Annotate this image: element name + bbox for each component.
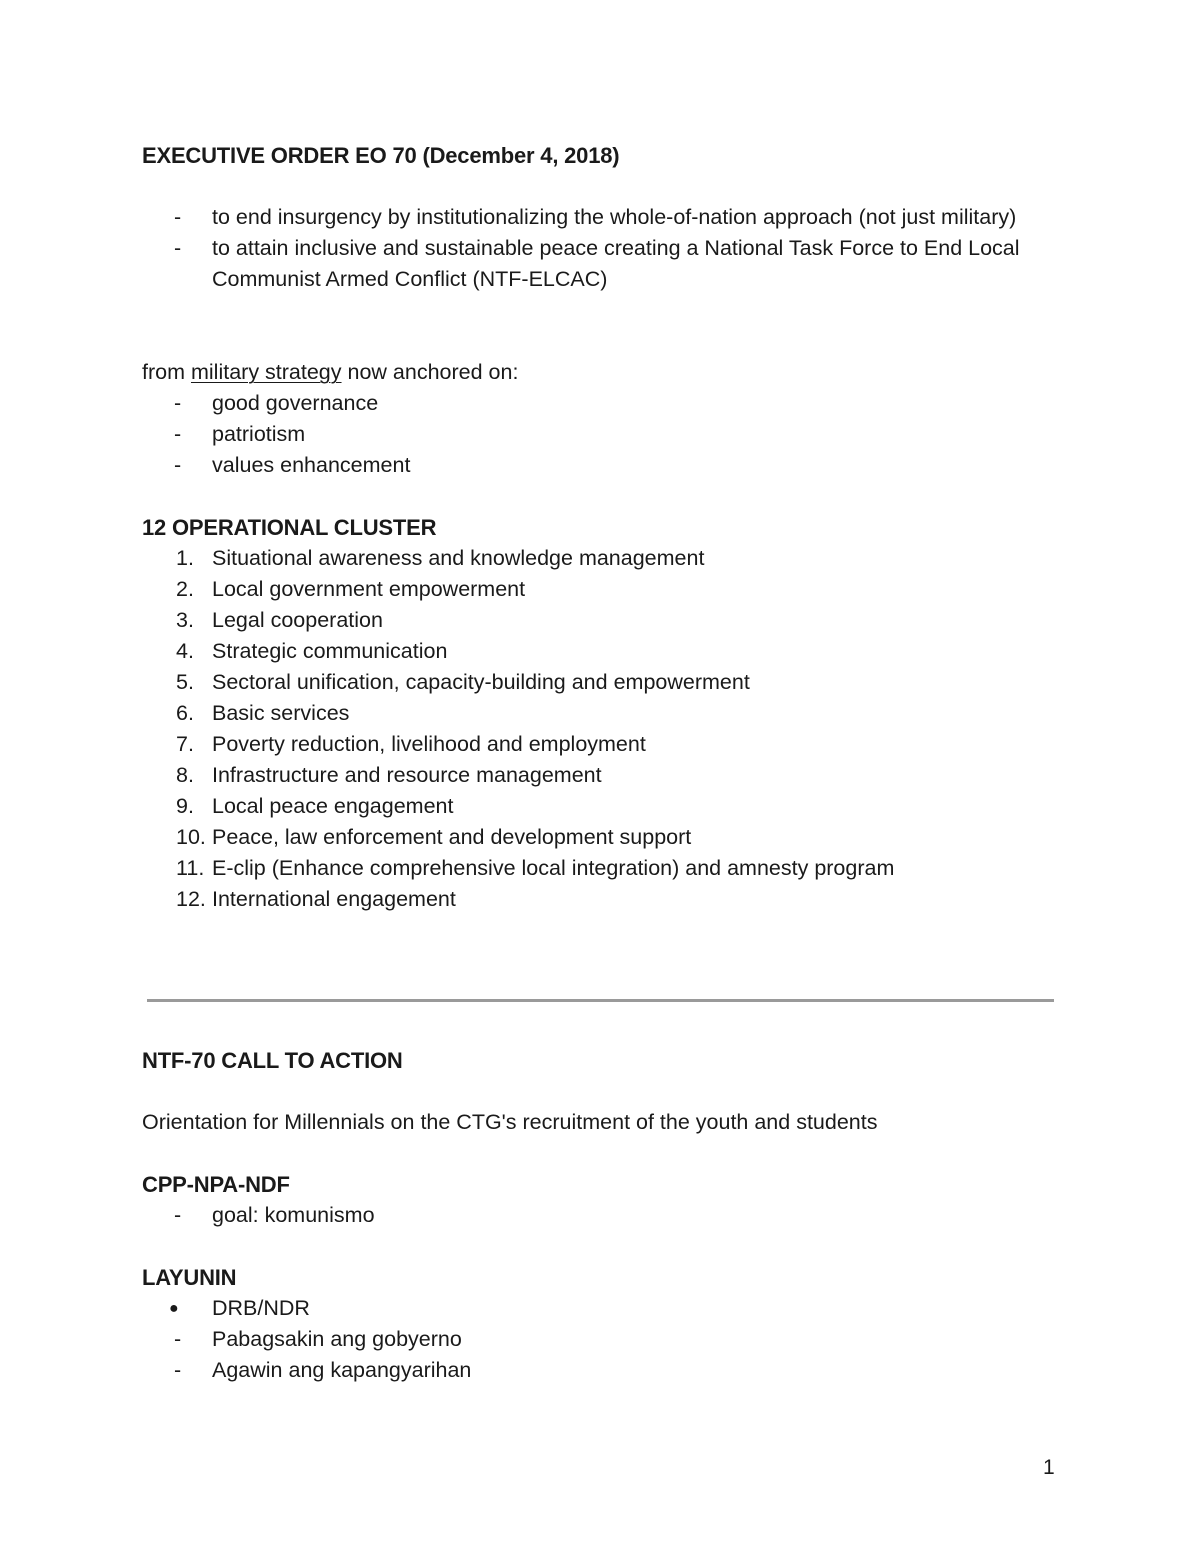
dash-marker: - [174, 236, 182, 260]
list-item-text: values enhancement [212, 453, 411, 477]
list-item-text: International engagement [212, 887, 456, 911]
list-number: 6. [176, 701, 194, 725]
list-item-text: Basic services [212, 701, 350, 725]
page-number: 1 [1043, 1456, 1055, 1479]
list-item-text: to end insurgency by institutionalizing the whole-of-nation approach (not just military) [212, 205, 1017, 229]
operational-cluster-list [142, 543, 1062, 915]
content-bottom [142, 1045, 1062, 1386]
list-number: 8. [176, 763, 194, 787]
list-item-text: Sectoral unification, capacity-building and empowerment [212, 670, 750, 694]
layunin-dash-list [142, 1324, 1062, 1386]
list-item-text: patriotism [212, 422, 306, 446]
bullet-marker: ● [169, 1300, 179, 1317]
section-title-layunin: LAYUNIN [142, 1265, 237, 1290]
list-item-text: DRB/NDR [212, 1296, 310, 1320]
list-number: 5. [176, 670, 194, 694]
list-number: 1. [176, 546, 194, 570]
list-item [142, 1293, 1062, 1324]
section-title-operational-cluster: 12 OPERATIONAL CLUSTER [142, 515, 437, 540]
list-item [142, 636, 1062, 667]
layunin-bullet-list [142, 1293, 1062, 1324]
dash-marker: - [174, 1358, 182, 1382]
list-number: 10. [176, 825, 206, 849]
list-number: 11. [176, 856, 205, 880]
dash-marker: - [174, 422, 182, 446]
dash-marker: - [174, 453, 182, 477]
list-item [142, 388, 1062, 419]
underlined-phrase: military strategy [190, 360, 342, 384]
list-item [142, 574, 1062, 605]
dash-marker: - [174, 205, 182, 229]
list-item [142, 605, 1062, 636]
list-item [142, 1355, 1062, 1386]
cpp-list [142, 1200, 1062, 1231]
list-item-text: to attain inclusive and sustainable peace creating a National Task Force to End Local Communist Armed Conflict (NTF-ELCAC) [212, 236, 1020, 291]
list-item-text: good governance [212, 391, 379, 415]
call-to-action-intro: Orientation for Millennials on the CTG's recruitment of the youth and students [142, 1110, 878, 1134]
list-item-text: Local government empowerment [212, 577, 526, 601]
list-number: 3. [176, 608, 194, 632]
list-item [142, 1324, 1062, 1355]
list-number: 4. [176, 639, 194, 663]
dash-marker: - [174, 1203, 182, 1227]
list-item [142, 760, 1062, 791]
list-item [142, 822, 1062, 853]
list-item [142, 202, 1062, 233]
executive-order-list [142, 202, 1062, 295]
list-item-text: E-clip (Enhance comprehensive local integration) and amnesty program [212, 856, 895, 880]
list-number: 2. [176, 577, 194, 601]
list-number: 9. [176, 794, 194, 818]
section-title-cpp-npa-ndf: CPP-NPA-NDF [142, 1172, 290, 1197]
list-item [142, 698, 1062, 729]
dash-marker: - [174, 391, 182, 415]
list-item-text: Situational awareness and knowledge management [212, 546, 705, 570]
list-item [142, 667, 1062, 698]
list-item [142, 853, 1062, 884]
list-item [142, 419, 1062, 450]
list-item-text: Peace, law enforcement and development support [212, 825, 692, 849]
list-item-text: Strategic communication [212, 639, 448, 663]
list-item [142, 233, 1062, 295]
list-item-text: Pabagsakin ang gobyerno [212, 1327, 462, 1351]
list-item [142, 1200, 1062, 1231]
list-item [142, 884, 1062, 915]
content-top [142, 140, 1062, 915]
list-number: 12. [176, 887, 206, 911]
list-item-text: goal: komunismo [212, 1203, 375, 1227]
anchor-list [142, 388, 1062, 481]
list-item-text: Agawin ang kapangyarihan [212, 1358, 472, 1382]
section-title-executive-order: EXECUTIVE ORDER EO 70 (December 4, 2018) [142, 143, 620, 168]
list-item [142, 791, 1062, 822]
anchor-intro: from military strategy now anchored on: [142, 360, 519, 384]
horizontal-divider [147, 999, 1054, 1002]
list-item [142, 729, 1062, 760]
list-item-text: Infrastructure and resource management [212, 763, 602, 787]
list-item-text: Poverty reduction, livelihood and employment [212, 732, 646, 756]
list-item [142, 450, 1062, 481]
list-item [142, 543, 1062, 574]
dash-marker: - [174, 1327, 182, 1351]
list-item-text: Local peace engagement [212, 794, 454, 818]
list-number: 7. [176, 732, 194, 756]
section-title-call-to-action: NTF-70 CALL TO ACTION [142, 1048, 403, 1073]
list-item-text: Legal cooperation [212, 608, 383, 632]
